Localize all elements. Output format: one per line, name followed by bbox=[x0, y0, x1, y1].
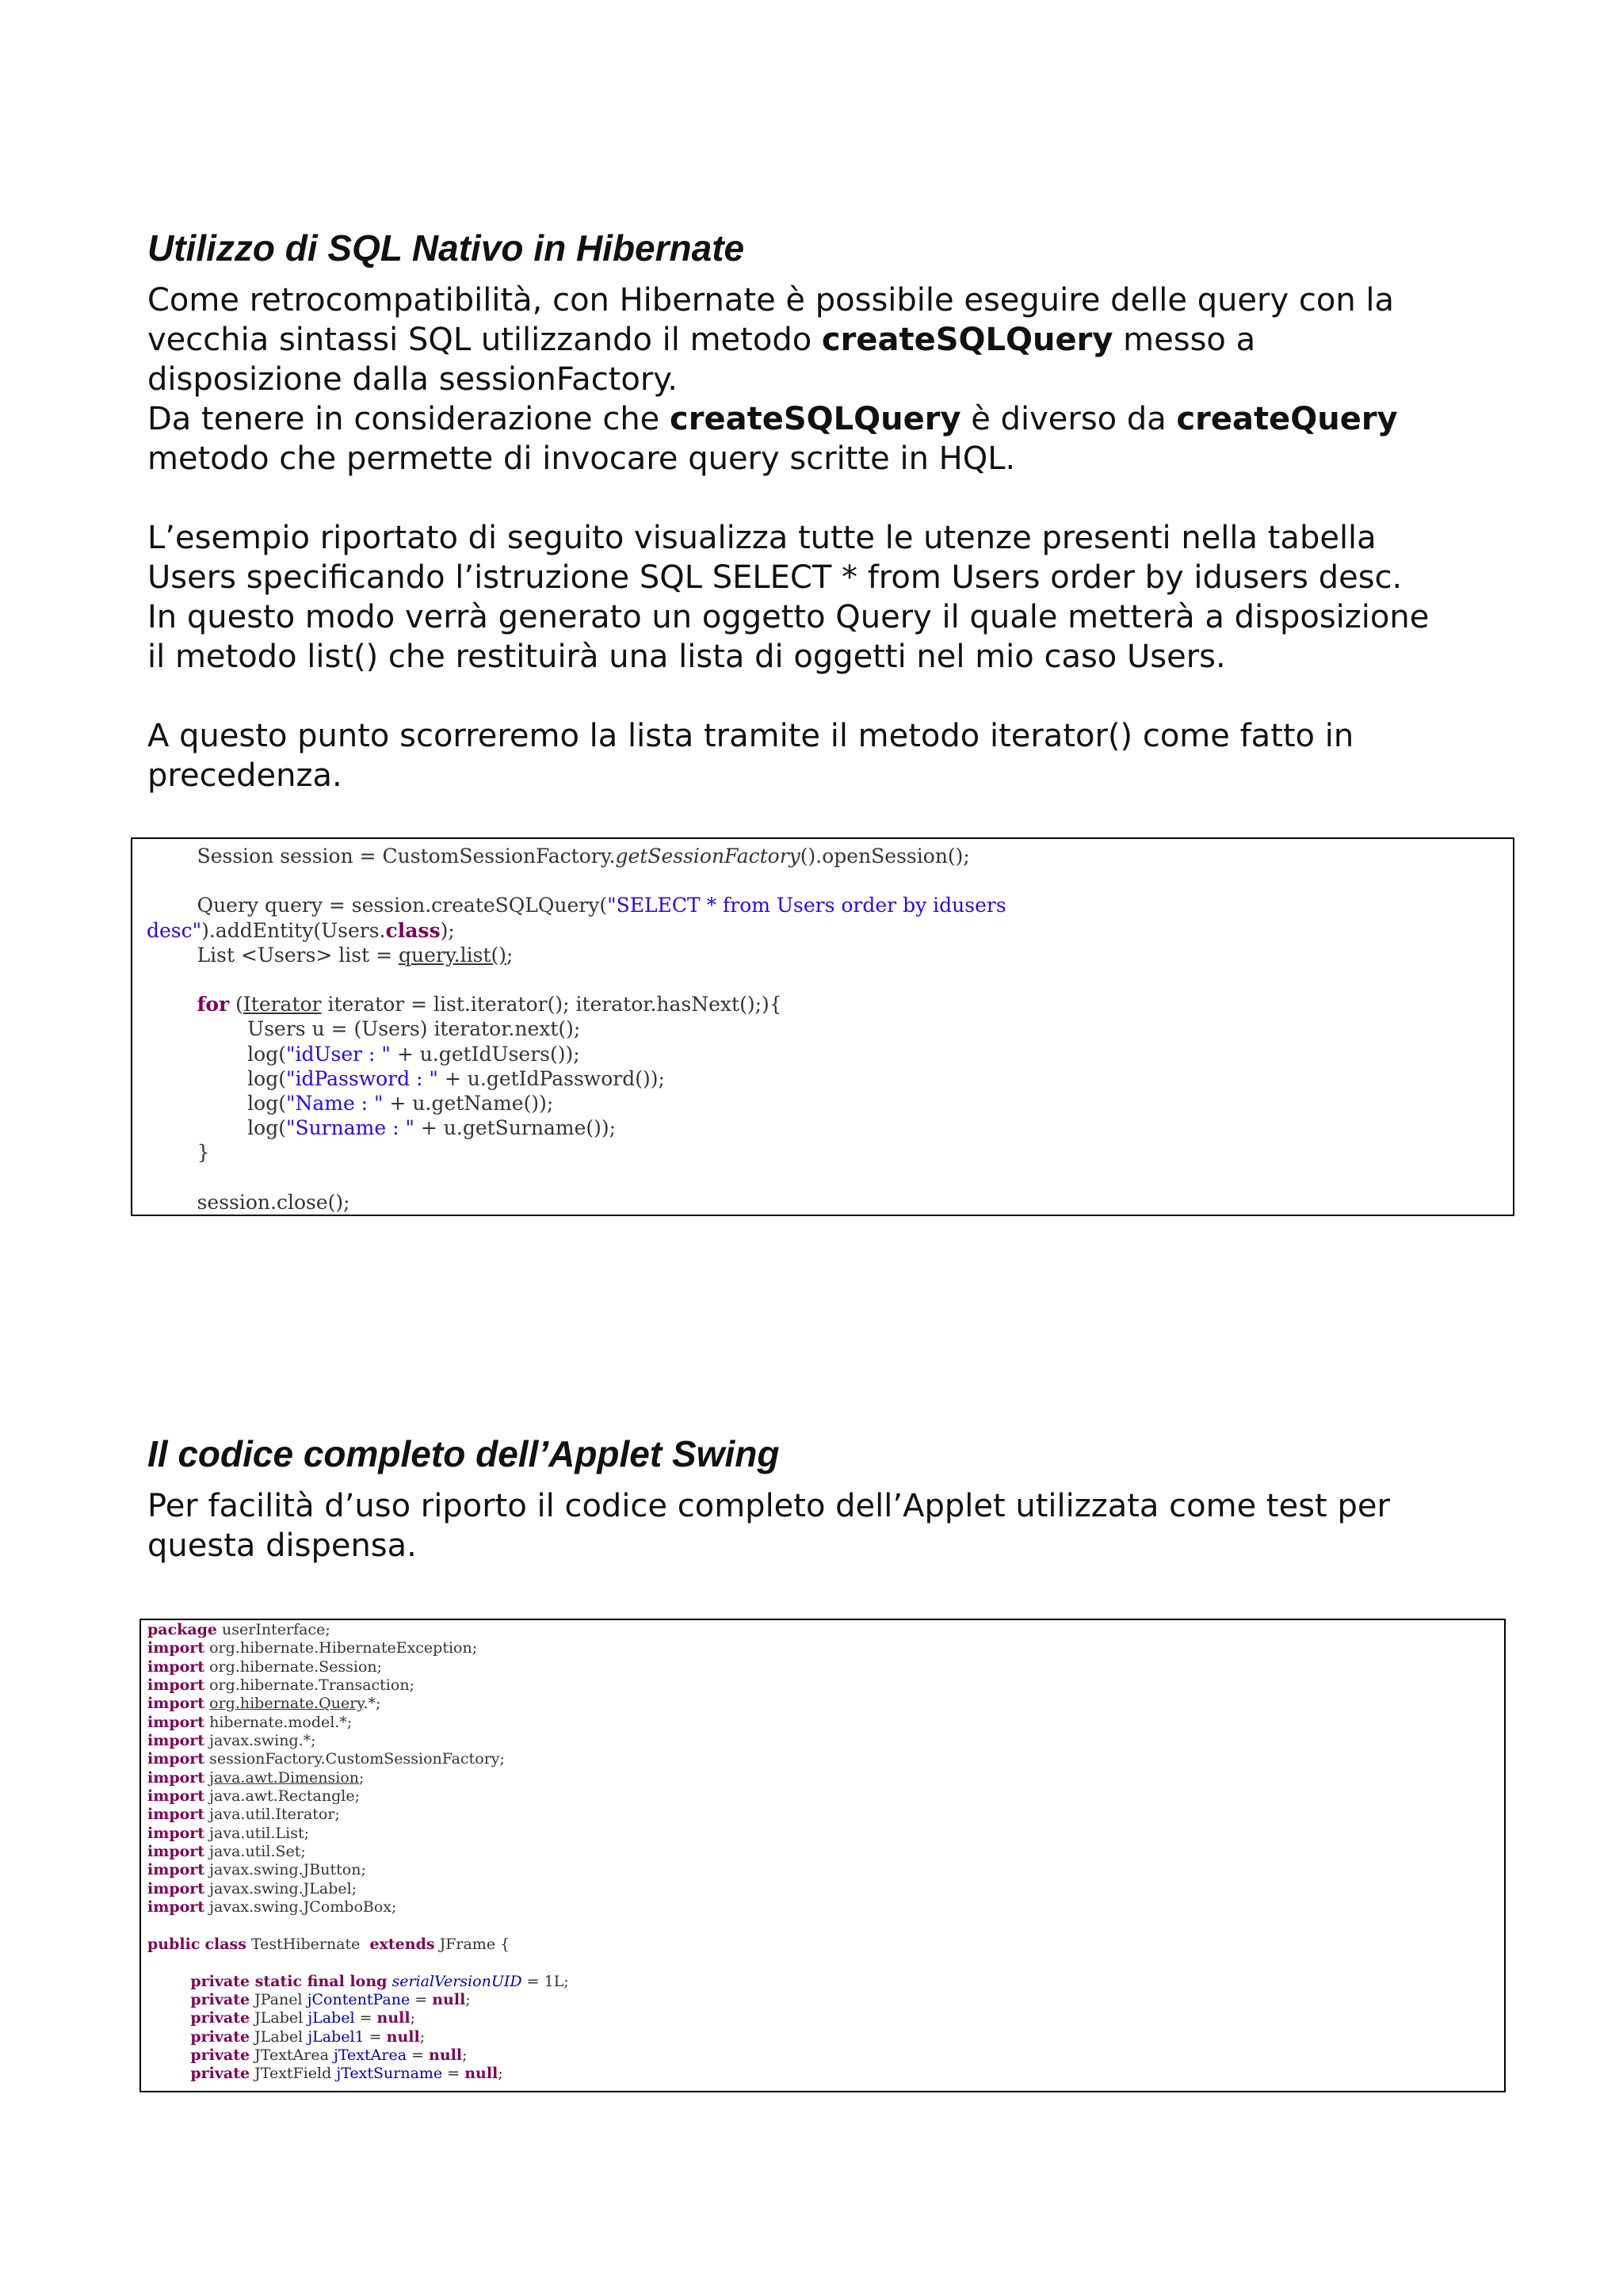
code-listing: package userInterface; import org.hibernate.HibernateException; import org.hibernate.Session; import org.hibernate.Transaction; import org.hibernate.Query.*; import hibernate.model.*; import javax.swing.*; import sessionFactory.CustomSessionFactory; import java.awt.Dimension; import java.awt.Rectangle; import java.util.Iterator; import java.util.List; import java.util.Set; import javax.swing.JButton; import javax.swing.JLabel; import javax.swing.JComboBox; public class TestHibernate extends JFrame { private static final long serialVersionUID = 1L; private JPanel jContentPane = null; private JLabel jLabel = null; private JLabel jLabel1 = null; private JTextArea jTextArea = null; private JTextField jTextSurname = null; bbox=[147, 1621, 569, 2083]
code-block-applet-source bbox=[139, 1619, 1506, 2092]
text-line: precedenza. bbox=[147, 757, 342, 794]
text-line: questa dispensa. bbox=[147, 1527, 417, 1564]
code-listing: Session session = CustomSessionFactory.getSessionFactory().openSession(); Query query = session.createSQLQuery("SELECT * from Users order by idusers desc").addEntity(Users.class); List <Users> list = query.list(); for (Iterator iterator = list.iterator(); iterator.hasNext();){ Users u = (Users) iterator.next(); log("idUser : " + u.getIdUsers()); log("idPassword : " + u.getIdPassword()); log("Name : " + u.getName()); log("Surname : " + u.getSurname()); } session.close(); bbox=[147, 845, 1006, 1214]
text-line: Da tenere in considerazione che createSQLQuery è diverso da createQuery bbox=[147, 401, 1398, 437]
text-line: metodo che permette di invocare query scritte in HQL. bbox=[147, 441, 1016, 477]
section-body-sql-nativo bbox=[147, 280, 1574, 795]
text-line: A questo punto scorreremo la lista tramite il metodo iterator() come fatto in bbox=[147, 718, 1354, 754]
text-line: disposizione dalla sessionFactory. bbox=[147, 361, 678, 398]
method-name-createquery: createQuery bbox=[1176, 401, 1398, 437]
text-line: Per facilità d’uso riporto il codice completo dell’Applet utilizzata come test per bbox=[147, 1488, 1390, 1524]
section-heading-sql-nativo: Utilizzo di SQL Nativo in Hibernate bbox=[147, 227, 745, 269]
code-block-sql-query bbox=[131, 837, 1514, 1216]
section-heading-applet-swing: Il codice completo dell’Applet Swing bbox=[147, 1433, 780, 1474]
text-line: In questo modo verrà generato un oggetto Query il quale metterà a disposizione bbox=[147, 599, 1430, 635]
section-body-applet-swing bbox=[147, 1486, 1574, 1566]
text-line: L’esempio riportato di seguito visualizza tutte le utenze presenti nella tabella bbox=[147, 520, 1377, 556]
text-line: vecchia sintassi SQL utilizzando il metodo createSQLQuery messo a bbox=[147, 322, 1256, 358]
text-line: Come retrocompatibilità, con Hibernate è possibile eseguire delle query con la bbox=[147, 282, 1395, 318]
method-name-createsqlquery: createSQLQuery bbox=[821, 322, 1113, 358]
text-line: il metodo list() che restituirà una lista di oggetti nel mio caso Users. bbox=[147, 639, 1226, 675]
method-name-createsqlquery: createSQLQuery bbox=[670, 401, 961, 437]
text-line: Users specificando l’istruzione SQL SELECT * from Users order by idusers desc. bbox=[147, 559, 1403, 596]
